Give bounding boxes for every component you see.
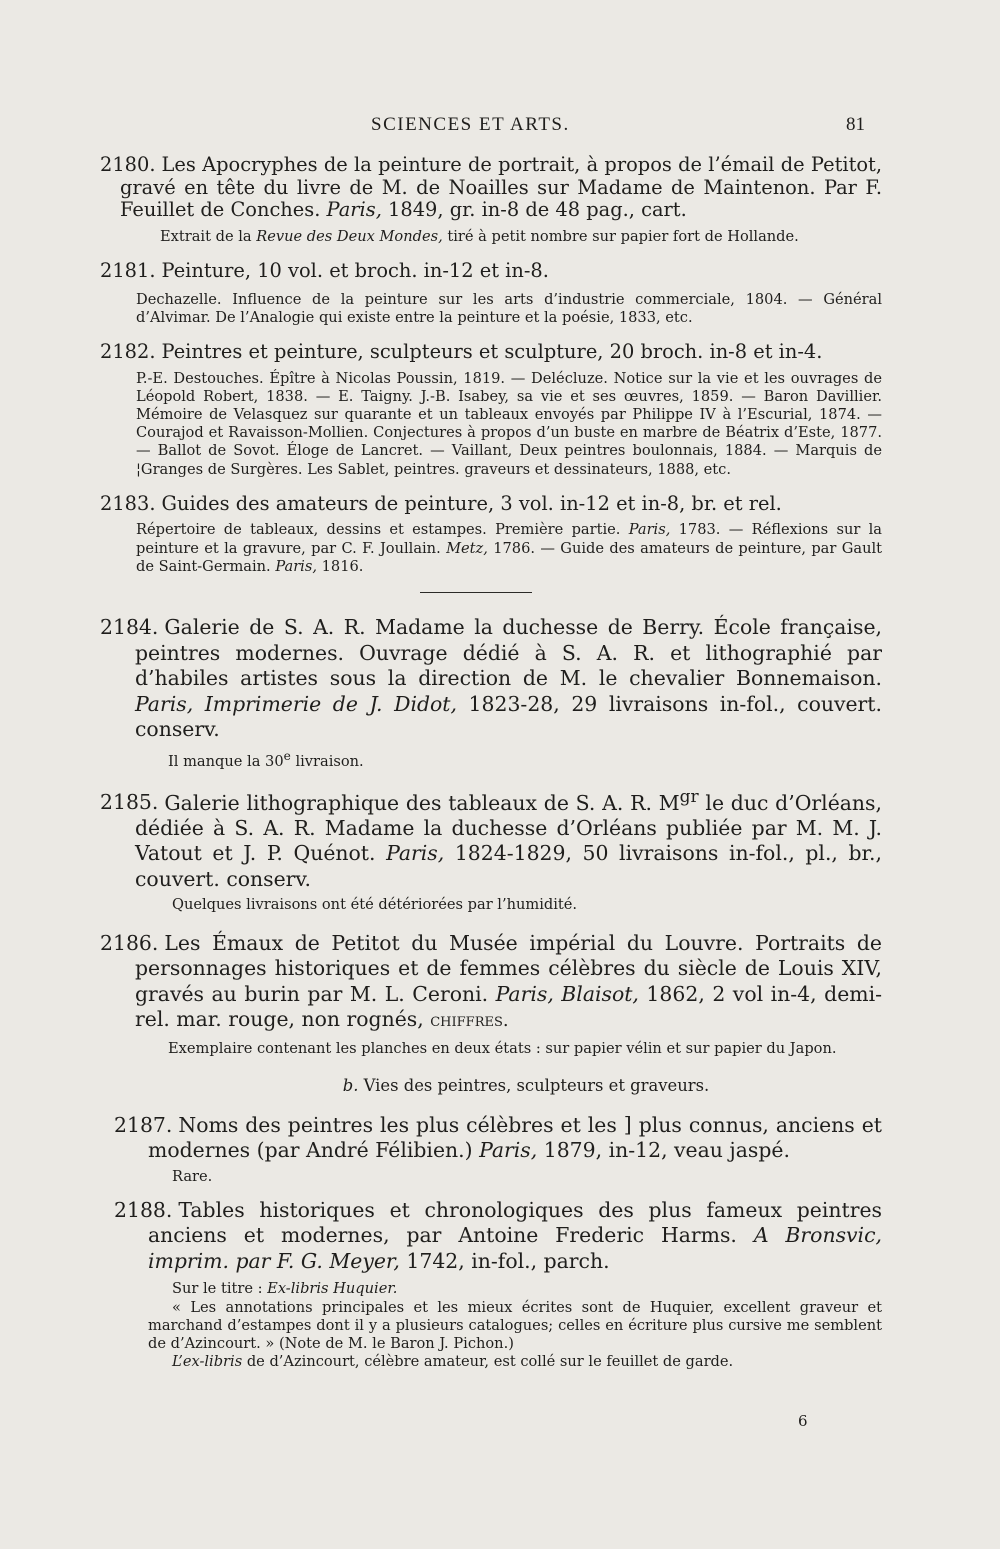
- entry-title: [100, 154, 882, 222]
- entry-title-text: Les Émaux de Petitot du Musée impérial du Louvre. Portraits de personnages historiques et de femmes célèbres du siècle de Louis XIV, gravés au burin par M. L. Ceroni.: [135, 930, 882, 1006]
- note-text: Extrait de la: [160, 227, 257, 245]
- entry-title: [100, 1198, 882, 1275]
- note-text: 1786. — Guide des amateurs de peinture, par Gault de Saint-Germain.: [136, 539, 883, 575]
- note-italic: Paris,: [628, 521, 671, 539]
- entry-2186: [100, 931, 882, 1058]
- entry-place: Paris,: [326, 198, 382, 222]
- note-text-tail: livraison.: [290, 752, 364, 770]
- entry-title: [100, 493, 882, 516]
- entry-number: 2181.: [100, 258, 156, 282]
- entry-title-tail: 1742, in-fol., parch.: [399, 1248, 610, 1273]
- entry-number: 2182.: [100, 339, 156, 363]
- section-separator: [420, 592, 532, 593]
- entry-place: Paris, Blaisot,: [495, 981, 639, 1006]
- note-italic: Paris,: [275, 557, 317, 575]
- entry-2184: [100, 615, 882, 771]
- entry-title: [100, 1113, 882, 1164]
- entry-number: 2180.: [100, 153, 156, 176]
- entry-title-tail: 1824-1829, 50 livraisons in-fol., pl., br., couvert. conserv.: [135, 841, 882, 891]
- entry-title-smallcaps: chiffres.: [430, 1010, 509, 1032]
- entry-note: Quelques livraisons ont été détériorées par l’humidité.: [172, 896, 578, 914]
- note-italic: L’ex-libris: [172, 1353, 243, 1371]
- catalogue-content: [100, 154, 882, 1371]
- entry-note: Dechazelle. Influence de la peinture sur les arts d’industrie commerciale, 1804. — Général d’Alvimar. De l’Analogie qui existe entre la peinture et la poésie, 1833, etc.: [136, 290, 882, 326]
- entry-2188: [100, 1198, 882, 1372]
- entry-title-text: Peintres et peinture, sculpteurs et sculpture, 20 broch. in-8 et in-4.: [161, 339, 823, 363]
- entry-2182: [100, 341, 882, 479]
- entry-note: [100, 521, 882, 576]
- entry-title-text: Galerie de S. A. R. Madame la duchesse de Berry. École française, peintres modernes. Ouvrage dédié à S. A. R. et lithographié par d’habiles artistes sous la direction de M. le chevalier Bonnemaison.: [135, 615, 882, 690]
- entry-2187: [100, 1113, 882, 1186]
- entry-title-text: Peinture, 10 vol. et broch. in-12 et in-8.: [161, 258, 549, 282]
- entry-note: P.-E. Destouches. Épître à Nicolas Poussin, 1819. — Delécluze. Notice sur la vie et les ouvrages de Léopold Robert, 1838. — E. Taigny. J.-B. Isabey, sa vie et ses œuvres, 1859. — Baron Davillier. Mémoire de Velasquez sur quarante et un tableaux envoyés par Philippe IV à l’Escurial, 1874. — Courajod et Ravaisson-Mollien. Conjectures à propos d’un buste en marbre de Béatrix d’Este, 1877. — Ballot de Sovot. Éloge de Lancret. — Vaillant, Deux peintres boulonnais, 1884. — Marquis de ¦Granges de Surgères. Les Sablet, peintres. graveurs et dessinateurs, 1888, etc.: [136, 369, 882, 478]
- note-text: de d’Azincourt, célèbre amateur, est collé sur le feuillet de garde.: [242, 1353, 734, 1371]
- entry-place: A Bronsvic, imprim. par F. G. Meyer,: [148, 1223, 882, 1273]
- entry-title-tail: 1879, in-12, veau jaspé.: [537, 1138, 790, 1163]
- entry-title-text: Les Apocryphes de la peinture de portrait, à propos de l’émail de Petitot, gravé en tête du livre de M. de Noailles sur Madame de Maintenon. Par F. Feuillet de Conches.: [120, 153, 882, 222]
- entry-number: 2187.: [114, 1112, 173, 1137]
- note-quote: « Les annotations principales et les mieux écrites sont de Huquier, excellent graveur et marchand d’estampes dont il y a plusieurs catalogues; celles en écriture plus cursive me semblent de d’Azincourt. » (Note de M. le Baron J. Pichon.): [148, 1298, 882, 1353]
- note-line: [148, 1280, 882, 1298]
- entry-place: Paris, Imprimerie de J. Didot,: [135, 691, 457, 716]
- title-superscript: gr: [679, 786, 699, 807]
- entry-note: [100, 747, 882, 771]
- entry-2180: [100, 154, 882, 246]
- entry-number: 2185.: [100, 790, 159, 815]
- entry-place: Paris,: [386, 841, 445, 866]
- note-line: [148, 1353, 882, 1371]
- page-header: [0, 114, 1000, 140]
- signature-mark: 6: [798, 1412, 808, 1430]
- entry-title-tail: 1849, gr. in-8 de 48 pag., cart.: [381, 198, 687, 222]
- note-text: 1816.: [316, 557, 364, 575]
- entry-number: 2184.: [100, 615, 159, 639]
- entry-2181: [100, 260, 882, 327]
- subheading-letter: b.: [342, 1075, 359, 1095]
- section-subheading: [100, 1076, 882, 1095]
- note-text: 1783. — Réflexions sur la peinture et la gravure, par C. F. Joullain.: [136, 521, 882, 557]
- entry-title-text: 1862, 2 vol in-4, demi-rel. mar. rouge, non rognés,: [135, 981, 883, 1032]
- entry-title-text: Guides des amateurs de peinture, 3 vol. in-12 et in-8, br. et rel.: [161, 491, 782, 515]
- note-text-tail: tiré à petit nombre sur papier fort de Hollande.: [442, 227, 799, 245]
- entry-note: Exemplaire contenant les planches en deux états : sur papier vélin et sur papier du Japon.: [168, 1039, 837, 1057]
- entry-place: Paris,: [479, 1138, 538, 1163]
- entry-number: 2188.: [114, 1197, 173, 1222]
- note-italic: Revue des Deux Mondes,: [256, 227, 443, 245]
- note-italic: Ex-libris Huquier.: [267, 1280, 398, 1298]
- running-title: SCIENCES ET ARTS.: [371, 114, 570, 135]
- entry-title-text: le duc d’Orléans, dédiée à S. A. R. Madame la duchesse d’Orléans publiée par M. M. J. Vatout et J. P. Quénot.: [135, 790, 882, 866]
- subheading-text: Vies des peintres, sculpteurs et graveurs.: [358, 1075, 710, 1095]
- entry-note: [100, 228, 882, 246]
- entry-title: [100, 260, 882, 283]
- entry-title-text: Tables historiques et chronologiques des plus fameux peintres anciens et modernes, par Antoine Frederic Harms.: [148, 1197, 882, 1248]
- entry-2185: [100, 785, 882, 915]
- entry-title: [100, 785, 882, 893]
- entry-2183: [100, 493, 882, 576]
- entry-number: 2183.: [100, 491, 156, 515]
- note-italic: Metz,: [446, 539, 488, 557]
- entry-note: Rare.: [172, 1167, 213, 1185]
- entry-title-text: Noms des peintres les plus célèbres et les ] plus connus, anciens et modernes (par André Félibien.): [148, 1112, 882, 1163]
- note-superscript: e: [283, 748, 291, 763]
- note-text: Sur le titre :: [172, 1280, 268, 1298]
- entry-title-tail: 1823-28, 29 livraisons in-fol., couvert. conserv.: [135, 691, 882, 741]
- page-number: 81: [846, 114, 865, 135]
- entry-notes: [100, 1280, 882, 1371]
- entry-title: [100, 615, 882, 743]
- note-text: Il manque la 30: [168, 752, 284, 770]
- entry-title: [100, 931, 882, 1034]
- entry-title: [100, 341, 882, 364]
- entry-title-text: Galerie lithographique des tableaux de S. A. R. M: [164, 790, 680, 815]
- note-text: Répertoire de tableaux, dessins et estampes. Première partie.: [136, 521, 629, 539]
- entry-number: 2186.: [100, 930, 159, 955]
